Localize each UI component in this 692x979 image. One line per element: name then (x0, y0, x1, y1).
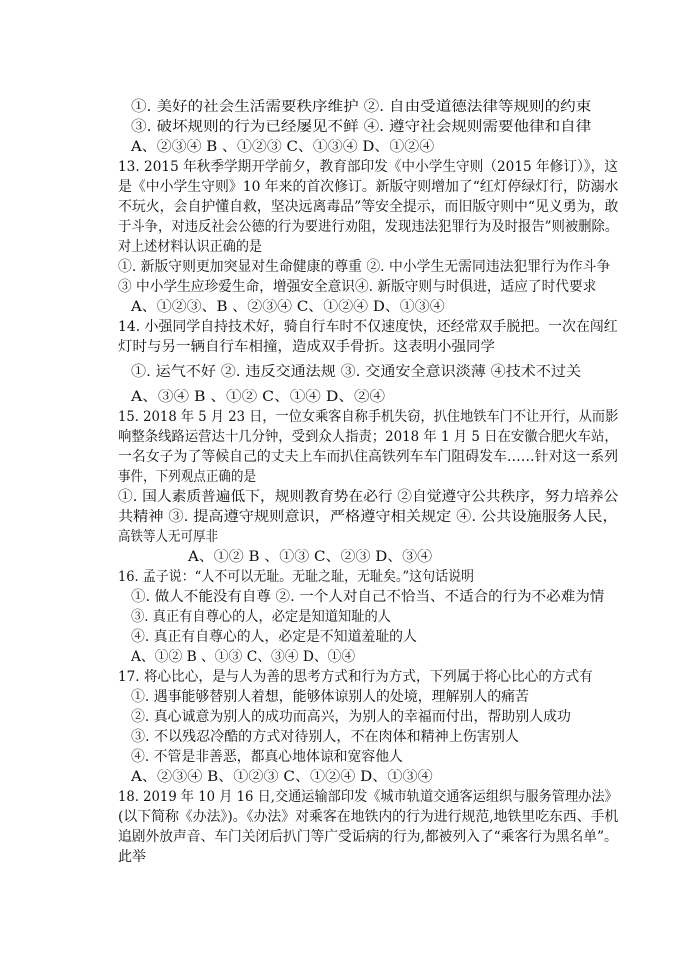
text-line: 13. 2015 年秋季学期开学前夕，教育部印发《中小学生守则（2015 年修订）》，这 (118, 159, 618, 175)
text-line: ②. 真心诚意为别人的成功而高兴，为别人的幸福而付出，帮助别人成功 (131, 709, 571, 725)
text-line: ①. 美好的社会生活需要秩序维护 ②. 自由受道德法律等规则的约束 (131, 99, 592, 115)
text-line: 16. 孟子说：“人不可以无耻。无耻之耻，无耻矣。”这句话说明 (118, 569, 475, 585)
text-line: 响整条线路运营达十几分钟，受到众人指责；2018 年 1 月 5 日在安徽合肥火车站， (118, 429, 618, 445)
text-line: ④. 不管是非善恶，都真心地体谅和宽容他人 (131, 749, 403, 765)
text-line: ③. 真正有自尊心的人，必定是知道知耻的人 (131, 609, 391, 625)
text-line: ①. 做人不能没有自尊 ②. 一个人对自己不恰当、不适合的行为不必难为情 (131, 589, 605, 605)
text-line: 追剧外放声音、车门关闭后扒门等广受诟病的行为,都被列入了“乘客行为黑名单”。 (118, 829, 618, 845)
text-line: 灯时与另一辆自行车相撞，造成双手骨折。这表明小强同学 (118, 339, 495, 355)
text-line: 15. 2018 年 5 月 23 日，一位女乘客自称手机失窃，扒住地铁车门不让开行，从而影 (118, 409, 619, 425)
text-line: A、①② B 、①③ C、②③ D、③④ (188, 549, 433, 565)
text-line: 一名女子为了等候自己的丈夫上车而扒住高铁列车车门阻碍发车……针对这一系列 (118, 449, 619, 465)
text-line: 是《中小学生守则》10 年来的首次修订。新版守则增加了“红灯停绿灯行，防溺水 (118, 179, 619, 195)
text-line: ①. 新版守则更加突显对生命健康的尊重 ②. 中小学生无需同违法犯罪行为作斗争 (118, 259, 611, 275)
text-line: A、①②③、B 、②③④ C、①②④ D、①③④ (131, 299, 445, 315)
text-line: 18. 2019 年 10 月 16 日,交通运输部印发《城市轨道交通客运组织与服务管理办法》 (118, 789, 618, 805)
text-line: 事件，下列观点正确的是 (118, 469, 256, 485)
text-line: A、①② B 、①③ C、③④ D、①④ (131, 649, 356, 665)
text-line: 高铁等人无可厚非 (118, 529, 219, 545)
text-line: ①. 遇事能够替别人着想，能够体谅别人的处境，理解别人的痛苦 (131, 689, 529, 705)
text-line: A、②③④ B 、①②③ C、①③④ D、①②④ (131, 139, 435, 155)
text-line: ③. 不以残忍冷酷的方式对待别人，不在肉体和精神上伤害别人 (131, 729, 519, 745)
text-line: A、②③④ B、①②③ C、①②④ D、①③④ (131, 769, 433, 785)
text-line: 此举 (118, 849, 146, 865)
text-line: ①. 国人素质普遍低下，规则教育势在必行 ②自觉遵守公共秩序，努力培养公 (118, 489, 619, 505)
text-line: 不玩火，会自护懂自救，坚决远离毒品”等安全提示，而旧版守则中“见义勇为，敢 (118, 199, 619, 215)
text-line: ③ 中小学生应珍爱生命，增强安全意识④. 新版守则与时俱进，适应了时代要求 (118, 279, 597, 295)
text-line: ①. 运气不好 ②. 违反交通法规 ③. 交通安全意识淡薄 ④技术不过关 (131, 364, 582, 380)
text-line: 14. 小强同学自持技术好，骑自行车时不仅速度快，还经常双手脱把。一次在闯红 (118, 319, 618, 335)
text-line: ③. 破坏规则的行为已经屡见不鲜 ④. 遵守社会规则需要他律和自律 (131, 119, 592, 135)
text-line: 17. 将心比心，是与人为善的思考方式和行为方式，下列属于将心比心的方式有 (118, 669, 593, 685)
text-line: 对上述材料认识正确的是 (118, 239, 263, 255)
text-line: 于斗争，对违反社会公德的行为要进行劝阻，发现违法犯罪行为及时报告”则被删除。 (118, 219, 619, 235)
text-line: A、③④ B 、①② C、①④ D、②④ (131, 389, 386, 405)
text-line: (以下简称《办法》)。《办法》对乘客在地铁内的行为进行规范,地铁里吃东西、手机 (118, 809, 619, 825)
text-line: ④. 真正有自尊心的人，必定是不知道羞耻的人 (131, 629, 417, 645)
text-line: 共精神 ③. 提高遵守规则意识，严格遵守相关规定 ④. 公共设施服务人民， (118, 509, 618, 525)
